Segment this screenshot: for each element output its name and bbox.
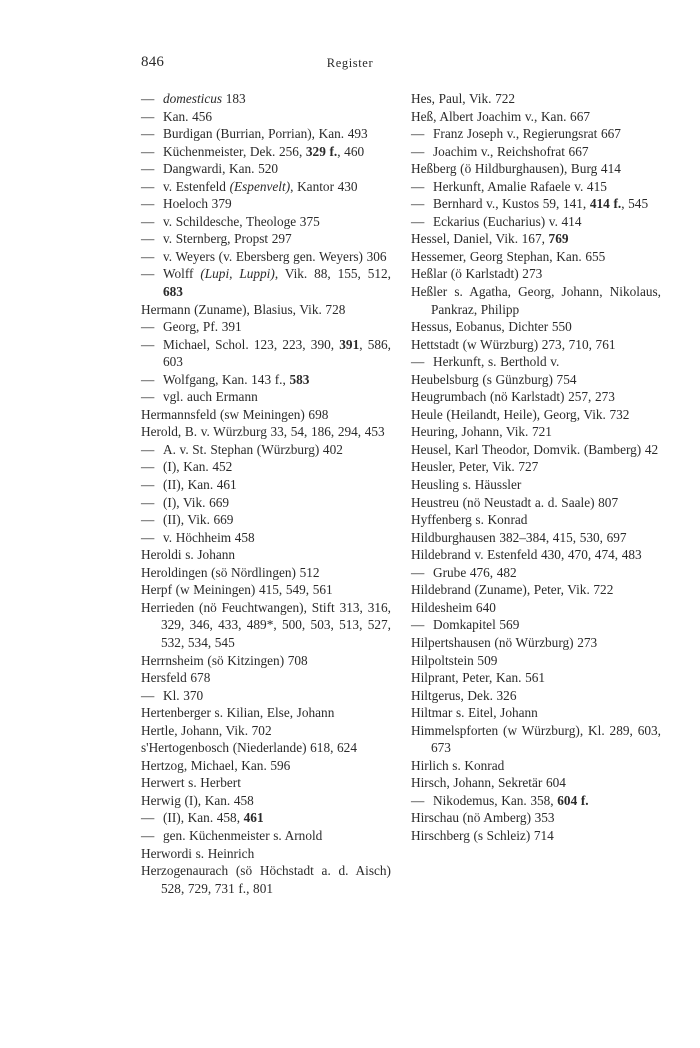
entry-text: (II), Kan. 461 <box>163 477 237 493</box>
entry-text: v. Estenfeld <box>163 178 230 194</box>
index-entry <box>141 862 391 897</box>
entry-text: Georg, Pf. 391 <box>163 319 242 335</box>
index-subentry <box>141 160 391 178</box>
index-entry <box>411 652 661 670</box>
entry-text: Heßlar (ö Karlstadt) 273 <box>411 266 543 282</box>
index-entry <box>411 230 661 248</box>
entry-text: 583 <box>289 371 310 387</box>
entry-text: Grube 476, 482 <box>433 564 517 580</box>
index-entry <box>411 704 661 722</box>
index-entry <box>411 494 661 512</box>
entry-text: Herkunft, s. Berthold v. <box>433 354 560 370</box>
entry-text: v. Weyers (v. Ebersberg gen. Weyers) 306 <box>163 248 387 264</box>
index-subentry <box>141 687 391 705</box>
index-subentry <box>141 458 391 476</box>
index-subentry <box>141 511 391 529</box>
index-entry <box>141 739 391 757</box>
index-subentry <box>141 195 391 213</box>
index-subentry <box>411 143 661 161</box>
index-entry <box>411 581 661 599</box>
index-subentry <box>141 90 391 108</box>
entry-text: Wolff <box>163 266 201 282</box>
entry-text: vgl. auch Ermann <box>163 389 258 405</box>
index-subentry <box>411 564 661 582</box>
index-subentry <box>141 318 391 336</box>
index-entry <box>411 388 661 406</box>
index-entry <box>141 774 391 792</box>
entry-text: (I), Kan. 452 <box>163 459 233 475</box>
entry-text: Hirschau (nö Amberg) 353 <box>411 810 555 826</box>
index-entry <box>411 511 661 529</box>
entry-text: , Kantor 430 <box>290 178 358 194</box>
entry-text: , 586, 603 <box>163 336 392 370</box>
index-entry <box>411 371 661 389</box>
index-subentry <box>141 265 391 300</box>
index-entry <box>141 845 391 863</box>
index-entry <box>411 90 661 108</box>
entry-text: Hilpoltstein 509 <box>411 652 498 668</box>
index-subentry <box>141 371 391 389</box>
index-entry <box>411 546 661 564</box>
index-entry <box>411 336 661 354</box>
index-subentry <box>141 248 391 266</box>
entry-text: Hessel, Daniel, Vik. 167, <box>411 231 549 247</box>
entry-text: Herwert s. Herbert <box>141 775 241 791</box>
index-entry <box>141 722 391 740</box>
entry-text: 183 <box>222 91 246 106</box>
entry-text: Hettstadt (w Würzburg) 273, 710, 761 <box>411 336 616 352</box>
index-entry <box>141 599 391 652</box>
entry-text: (II), Vik. 669 <box>163 512 234 528</box>
entry-text: Herwordi s. Heinrich <box>141 845 255 861</box>
index-subentry <box>141 125 391 143</box>
entry-text: Herold, B. v. Würzburg 33, 54, 186, 294, 453 <box>141 424 385 440</box>
entry-text: Heubelsburg (s Günzburg) 754 <box>411 371 577 387</box>
entry-text: Heustreu (nö Neustadt a. d. Saale) 807 <box>411 494 619 510</box>
index-entry <box>411 458 661 476</box>
entry-text: Hoeloch 379 <box>163 196 232 212</box>
entry-text: Hilprant, Peter, Kan. 561 <box>411 670 546 686</box>
index-subentry <box>141 529 391 547</box>
index-entry <box>411 265 661 283</box>
index-subentry <box>141 809 391 827</box>
index-entry <box>411 687 661 705</box>
entry-text: Hessemer, Georg Stephan, Kan. 655 <box>411 248 606 264</box>
index-subentry <box>411 125 661 143</box>
index-subentry <box>411 213 661 231</box>
entry-text: Hirschberg (s Schleiz) 714 <box>411 827 554 843</box>
entry-text: Herrnsheim (sö Kitzingen) 708 <box>141 652 308 668</box>
entry-text: Herwig (I), Kan. 458 <box>141 792 254 808</box>
index-subentry <box>411 353 661 371</box>
index-subentry <box>141 494 391 512</box>
entry-text: Kl. 370 <box>163 687 204 703</box>
entry-text: Hilpertshausen (nö Würzburg) 273 <box>411 634 598 650</box>
entry-text: Heule (Heilandt, Heile), Georg, Vik. 732 <box>411 406 630 422</box>
index-entry <box>411 441 661 459</box>
running-head: Register <box>326 56 374 70</box>
entry-text: Hiltmar s. Eitel, Johann <box>411 705 538 721</box>
index-subentry <box>141 230 391 248</box>
entry-text: Hiltgerus, Dek. 326 <box>411 687 517 703</box>
entry-text: Hertle, Johann, Vik. 702 <box>141 722 272 738</box>
entry-text: 391 <box>339 336 360 352</box>
entry-text: Hertzog, Michael, Kan. 596 <box>141 757 291 773</box>
index-entry <box>141 406 391 424</box>
index-entry <box>141 792 391 810</box>
index-subentry <box>411 616 661 634</box>
index-entry <box>411 423 661 441</box>
index-entry <box>411 318 661 336</box>
entry-text: v. Schildesche, Theologe 375 <box>163 213 320 229</box>
page-number: 846 <box>141 54 165 70</box>
entry-text: Hirsch, Johann, Sekretär 604 <box>411 775 566 791</box>
entry-text: 769 <box>548 231 569 247</box>
entry-text: Heusler, Peter, Vik. 727 <box>411 459 539 475</box>
entry-text: Domkapitel 569 <box>433 617 520 633</box>
entry-text: Herzogenaurach (sö Höchstadt a. d. Aisch) 528, 729, 731 f., 801 <box>141 863 391 896</box>
index-entry <box>141 581 391 599</box>
index-subentry <box>141 143 391 161</box>
entry-text: Herpf (w Meiningen) 415, 549, 561 <box>141 582 333 598</box>
entry-text: Heß, Albert Joachim v., Kan. 667 <box>411 108 591 124</box>
index-column-right <box>411 90 661 845</box>
index-entry <box>411 669 661 687</box>
entry-text: , Vik. 88, 155, 512, <box>274 266 392 282</box>
entry-text: Hersfeld 678 <box>141 670 211 686</box>
entry-text: Hyffenberg s. Konrad <box>411 512 528 528</box>
entry-text: s'Hertogenbosch (Niederlande) 618, 624 <box>141 740 357 756</box>
index-subentry <box>141 213 391 231</box>
index-entry <box>411 108 661 126</box>
entry-text: , 460 <box>337 143 365 159</box>
entry-text: Franz Joseph v., Regierungsrat 667 <box>433 126 621 142</box>
index-entry <box>411 406 661 424</box>
entry-text: Nikodemus, Kan. 358, <box>433 792 558 808</box>
entry-text: A. v. St. Stephan (Würzburg) 402 <box>163 441 343 457</box>
index-entry <box>411 827 661 845</box>
entry-text: Wolfgang, Kan. 143 f., <box>163 371 290 387</box>
entry-text: Himmelspforten (w Würzburg), Kl. 289, 603, 673 <box>411 722 661 756</box>
entry-text: 461 <box>243 810 264 826</box>
index-subentry <box>141 827 391 845</box>
index-entry <box>411 283 661 318</box>
entry-text: Hildebrand v. Estenfeld 430, 470, 474, 483 <box>411 547 642 563</box>
entry-text: Hes, Paul, Vik. 722 <box>411 91 516 106</box>
entry-text: Herrieden (nö Feuchtwangen), Stift 313, 316, 329, 346, 433, 489*, 500, 503, 513, 527, 532, 534, 545 <box>141 599 391 650</box>
entry-text: 683 <box>163 284 183 300</box>
entry-text: Hildebrand (Zuname), Peter, Vik. 722 <box>411 582 614 598</box>
index-entry <box>141 564 391 582</box>
entry-text: Heßberg (ö Hildburghausen), Burg 414 <box>411 161 621 177</box>
entry-text: 414 f. <box>589 196 622 212</box>
entry-text: Hildesheim 640 <box>411 599 496 615</box>
entry-text: Heugrumbach (nö Karlstadt) 257, 273 <box>411 389 615 405</box>
entry-text: gen. Küchenmeister s. Arnold <box>163 827 323 843</box>
entry-text: Küchenmeister, Dek. 256, <box>163 143 306 159</box>
entry-text: Joachim v., Reichshofrat 667 <box>433 143 589 159</box>
index-subentry <box>411 178 661 196</box>
entry-text: Eckarius (Eucharius) v. 414 <box>433 213 582 229</box>
entry-text: Hermann (Zuname), Blasius, Vik. 728 <box>141 301 346 317</box>
entry-text: Heusel, Karl Theodor, Domvik. (Bamberg) 42 <box>411 441 659 457</box>
index-entry <box>411 160 661 178</box>
index-entry <box>411 599 661 617</box>
index-entry <box>411 774 661 792</box>
index-subentry <box>141 108 391 126</box>
index-subentry <box>141 441 391 459</box>
index-column-left <box>141 90 391 897</box>
index-entry <box>411 634 661 652</box>
entry-text: domesticus <box>163 91 223 106</box>
entry-text: (I), Vik. 669 <box>163 494 230 510</box>
entry-text: Herkunft, Amalie Rafaele v. 415 <box>433 178 607 194</box>
entry-text: Hessus, Eobanus, Dichter 550 <box>411 319 572 335</box>
index-entry <box>411 722 661 757</box>
entry-text: Heusling s. Häussler <box>411 477 522 493</box>
index-entry <box>141 704 391 722</box>
entry-text: Heroldi s. Johann <box>141 547 236 563</box>
index-entry <box>411 248 661 266</box>
entry-text: v. Sternberg, Propst 297 <box>163 231 292 247</box>
entry-text: Hildburghausen 382–384, 415, 530, 697 <box>411 529 627 545</box>
entry-text: Heuring, Johann, Vik. 721 <box>411 424 552 440</box>
entry-text: , 545 <box>621 196 649 212</box>
entry-text: Michael, Schol. 123, 223, 390, <box>163 336 340 352</box>
index-entry <box>411 809 661 827</box>
index-entry <box>141 423 391 441</box>
entry-text: Bernhard v., Kustos 59, 141, <box>433 196 590 212</box>
entry-text: Kan. 456 <box>163 108 213 124</box>
entry-text: (Espenvelt) <box>229 178 291 194</box>
index-entry <box>141 669 391 687</box>
index-entry <box>411 529 661 547</box>
index-subentry <box>411 195 661 213</box>
entry-text: Hirlich s. Konrad <box>411 757 505 773</box>
entry-text: Heßler s. Agatha, Georg, Johann, Nikolaus, Pankraz, Philipp <box>411 284 661 317</box>
index-subentry <box>141 336 391 371</box>
index-subentry <box>411 792 661 810</box>
entry-text: Hermannsfeld (sw Meiningen) 698 <box>141 406 329 422</box>
entry-text: 604 f. <box>557 792 589 808</box>
index-subentry <box>141 178 391 196</box>
index-entry <box>141 652 391 670</box>
entry-text: v. Höchheim 458 <box>163 529 255 545</box>
entry-text: Dangwardi, Kan. 520 <box>163 161 279 177</box>
index-subentry <box>141 476 391 494</box>
index-subentry <box>141 388 391 406</box>
entry-text: Hertenberger s. Kilian, Else, Johann <box>141 705 335 721</box>
entry-text: (Lupi, Luppi) <box>200 266 275 282</box>
index-entry <box>411 757 661 775</box>
entry-text: Heroldingen (sö Nördlingen) 512 <box>141 564 320 580</box>
entry-text: (II), Kan. 458, <box>163 810 244 826</box>
index-entry <box>411 476 661 494</box>
index-entry <box>141 546 391 564</box>
entry-text: 329 f. <box>305 143 338 159</box>
index-entry <box>141 757 391 775</box>
entry-text: Burdigan (Burrian, Porrian), Kan. 493 <box>163 126 368 142</box>
index-entry <box>141 301 391 319</box>
